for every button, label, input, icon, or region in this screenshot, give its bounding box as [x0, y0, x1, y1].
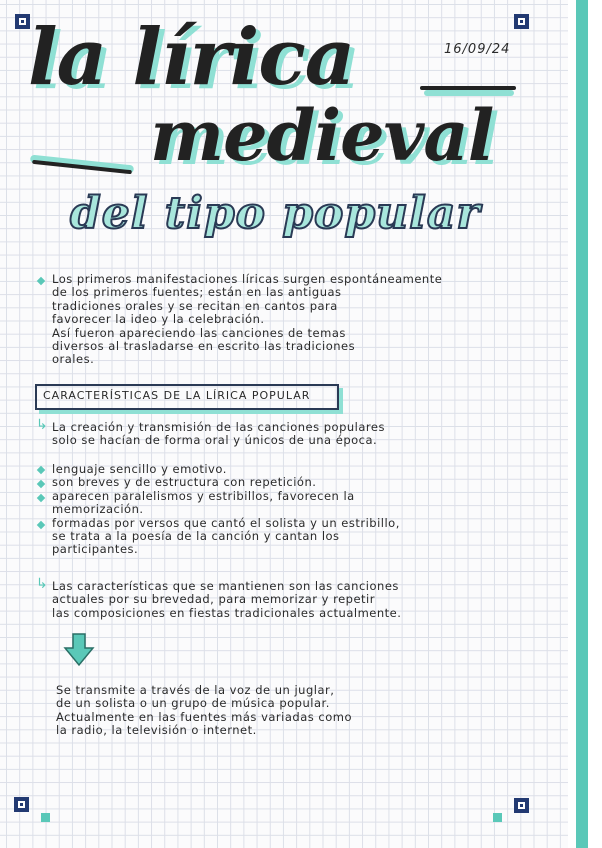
list-item: aparecen paralelismos y estribillos, favorecen la [52, 488, 355, 503]
corner-marker-bottom-left-icon [14, 797, 29, 812]
text-line: Así fueron apareciendo las canciones de temas [52, 325, 346, 340]
paragraph-current [52, 580, 401, 620]
title-line-2: medieval [150, 94, 494, 177]
hook-arrow-icon: ↳ [36, 576, 48, 592]
text-line: Actualmente en las fuentes más variadas como [56, 709, 352, 724]
page-date: 16/09/24 [444, 42, 511, 57]
text-line: orales. [52, 352, 95, 367]
list-item: memorización. [52, 502, 144, 517]
list-item: son breves y de estructura con repetición. [52, 475, 317, 490]
teal-margin-band [576, 0, 588, 848]
list-item: formadas por versos que cantó el solista y un estribillo, [52, 515, 400, 530]
list-item: lenguaje sencillo y emotivo. [52, 462, 227, 476]
text-line: tradiciones orales y se recitan en cantos para [52, 298, 338, 313]
section-heading-box [35, 384, 339, 410]
paragraph-intro [52, 273, 442, 367]
text-line: de los primeros fuentes; están en las antiguas [52, 285, 342, 300]
text-line: Los primeros manifestaciones líricas surgen espontáneamente [52, 272, 443, 286]
text-line: diversos al trasladarse en escrito las tradiciones [52, 339, 356, 354]
text-line: favorecer la ideo y la celebración. [52, 312, 265, 327]
text-line: Las características que se mantienen son las canciones [52, 579, 399, 593]
text-line: las composiciones en fiestas tradicionales actualmente. [52, 605, 402, 620]
text-line: de un solista o un grupo de música popular. [56, 696, 330, 711]
hook-arrow-icon: ↳ [36, 417, 48, 433]
title-line-3: del tipo popular [70, 188, 481, 239]
title-swash [420, 86, 516, 90]
paragraph-creation [52, 421, 385, 448]
text-line: Se transmite a través de la voz de un juglar, [56, 683, 335, 697]
text-line: La creación y transmisión de las canciones populares [52, 420, 385, 434]
title-line-1: la lírica [28, 12, 355, 103]
section-heading: CARACTERÍSTICAS DE LA LÍRICA POPULAR [43, 389, 311, 402]
list-item: participantes. [52, 542, 139, 557]
paragraph-transmission [56, 684, 352, 738]
text-line: actuales por su brevedad, para memorizar y repetir [52, 592, 375, 607]
corner-marker-bottom-right-icon [514, 798, 529, 813]
text-line: la radio, la televisión o internet. [56, 723, 257, 738]
corner-dot-bottom-left-icon [41, 813, 50, 822]
page-margin-strip [568, 0, 602, 848]
characteristics-list [52, 463, 400, 557]
list-item: se trata a la poesía de la canción y cantan los [52, 529, 340, 544]
text-line: solo se hacían de forma oral y únicos de una época. [52, 433, 378, 448]
corner-dot-bottom-right-icon [493, 813, 502, 822]
corner-marker-top-right-icon [514, 14, 529, 29]
down-arrow-icon [62, 632, 96, 668]
